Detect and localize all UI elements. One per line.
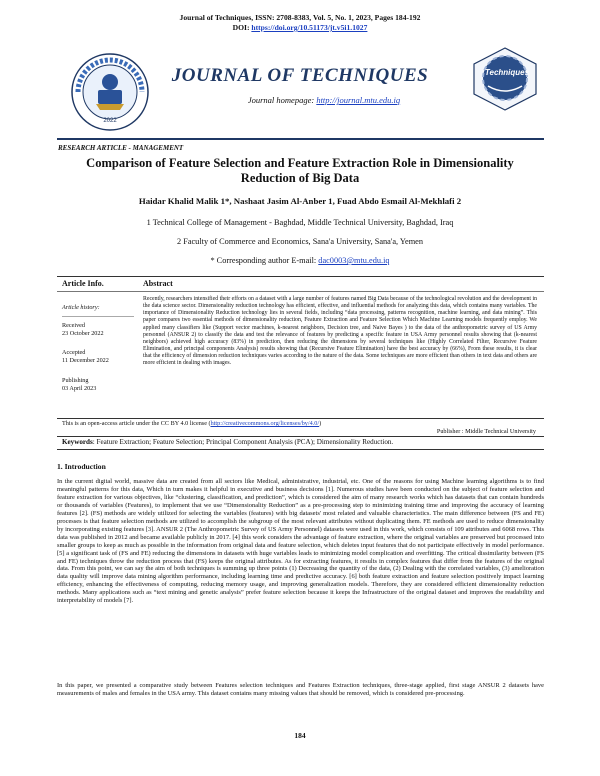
- paper-title: Comparison of Feature Selection and Feature Extraction Role in Dimensionality Reduction of Big Data: [86, 156, 514, 185]
- abstract-heading: Abstract: [143, 279, 173, 288]
- license-prefix: This is an open-access article under the CC BY 4.0 license (: [62, 420, 211, 427]
- keywords-bottom-rule: [57, 449, 544, 450]
- received-label: Received: [62, 322, 86, 329]
- license-suffix: ): [319, 420, 322, 427]
- publishing-date: 03 April 2023: [62, 385, 97, 392]
- publisher-line: Publisher : Middle Technical University: [436, 428, 536, 435]
- journal-citation: Journal of Techniques, ISSN: 2708-8383, Vol. 5, No. 1, 2023, Pages 184-192: [179, 13, 421, 22]
- keywords: [62, 438, 540, 446]
- intro-paragraph-1: In the current digital world, massive data are created from all sectors like Medical, administrative, industrial, etc. One of the reasons for using Machine learning algorithms is to find meaningful patterns for this data, Which in turn makes it helpful in executive and business decisions [1]. Numerous studies have been conducted on the subject of feature selection and feature extraction for various objectives, like “clustering, classification, and prediction”, which is considered the aim of many research works which has datasets that can contain hundreds or thousands of variables (Features), to implement that we use “Dimensionality Reduction” as a pre-processing step to minimizing training time and improving the accuracy of learning features [2]. (FS) methods are widely utilized for selecting the variables (features) with big datasets' most related and valuable characteristics. The main difference between (FS and FE) processes is that feature selection methods are utilized to accomplish the subgroup of the most relevant attributes without duplicating them. FE methods are used to reduce dimensionality by incorporating existing features [3]. ANSUR 2 (The Anthropometric Survey of US Army Personnel) datasets were used in this work, which consists of 109 attributes and 6068 rows. This data was published in 2012 and became available publicly in 2017. [4] this work considers the advantage of feature extraction, where the original variables are preserved but processed into smaller groups to keep as much as possible in the information from original data and feature selection, which deletes input features that do not participate effectively in model performance. [5] a significant task of (FS and FE) reducing the dimensions in datasets with huge variables leads to minimizing model complication and overfitting. The critical dissimilarity between (FS and FE) techniques throw the reduction process that (FS) keeps the original attributes. As for extracting features, it results in complex features that differ from the features of the original data. From this point, we can say the aim of both techniques is summing up three points (1) Decreasing the quantity of the data, (2) Dealing with the correlated variables, (3) amelioration data quality will improve data mining algorithm performance, including learning time and predictive accuracy. [6] both feature extraction and feature selection positively impact learning efficiency, enhancing the effectiveness of computing, reducing memory usage, and improving generalization models. Therefore, they are considered efficient dimensionality reduction methods. Many applications such as “text mining and genetic analysis” prefer feature selection because it keeps the Infrastructure of the original dataset and improves the readability and interpretability of models [7].: [57, 478, 544, 605]
- journal-title: JOURNAL OF TECHNIQUES: [171, 65, 429, 86]
- affiliation-1: 1 Technical College of Management - Baghdad, Middle Technical University, Baghdad, Iraq: [146, 218, 454, 227]
- accepted-date: 11 December 2022: [62, 357, 109, 364]
- keywords-top-rule: [57, 436, 544, 437]
- license-rule: [57, 418, 544, 419]
- keywords-label: Keywords: [62, 438, 93, 446]
- corresponding-author: [60, 256, 540, 265]
- info-head-rule: [57, 291, 544, 292]
- masthead-rule: [57, 138, 544, 140]
- author-list: Haidar Khalid Malik 1*, Nashaat Jasim Al-Anber 1, Fuad Abdo Esmail Al-Mekhlafi 2: [138, 196, 462, 206]
- journal-header: [0, 13, 600, 33]
- homepage-link[interactable]: http://journal.mtu.edu.iq: [316, 95, 401, 105]
- license-link[interactable]: http://creativecommons.org/licenses/by/4.0/: [210, 420, 320, 427]
- logo-text: Techniques: [484, 68, 530, 77]
- corresponding-email[interactable]: dac0003@mtu.edu.iq: [318, 256, 390, 265]
- accepted-label: Accepted: [62, 349, 86, 356]
- homepage-label: Journal homepage:: [247, 95, 317, 105]
- article-type: RESEARCH ARTICLE - MANAGEMENT: [58, 144, 184, 152]
- abstract-text: Recently, researchers intensified their efforts on a dataset with a large number of features named Big Data because of the technological revolution and the development in the data science sector. Dimensionality reduction technology has efficient, effective, and influential methods for analyzing this data, which contains many variables. The importance of Dimensionality Reduction technology lies in several fields, including “data processing, patterns recognition, machine learning, and data mining”. This paper compares two essential methods of dimensionality reduction, Feature Extraction and Feature Selection Which Machine Learning models frequently employ. We applied many classifiers like (Support vector machines, k-nearest neighbors, Decision tree, and Naive Bayes ) to the data of the anthropometric survey of US Army personnel (ANSUR 2) to classify the data and test the relevance of features by predicting a specific feature in USA Army personnel results showing that (k-nearest neighbors) achieved high accuracy (83%) in prediction, then reducing the dimensions by several techniques like (Highly Correlated Filter, Recursive Feature Elimination, and principal components Analysis) results showing that (Recursive Feature Elimination) have the best accuracy by (66%), From these results, it is clear that the efficiency of dimension reduction techniques varies according to the nature of the data. Some techniques are more efficient than others in text data and others are more efficient in dealing with images.: [143, 296, 537, 367]
- intro-paragraph-2: In this paper, we presented a comparative study between Features selection techniques and Features Extraction techniques, three-stage applied, first stage ANSUR 2 datasets have measurements of males and females in the USA army. This dataset contains many missing values that should be removed, which is considered pre-processing.: [57, 682, 544, 697]
- keywords-text: : Feature Extraction; Feature Selection; Principal Component Analysis (PCA); Dimensionality Reduction.: [92, 438, 394, 446]
- doi-label: DOI:: [232, 23, 252, 32]
- affiliation-2: 2 Faculty of Commerce and Economics, Sana'a University, Sana'a, Yemen: [176, 237, 423, 246]
- intro-heading: 1. Introduction: [57, 462, 106, 471]
- history-rule: [62, 316, 134, 317]
- seal-year: 2022: [103, 118, 117, 124]
- article-info-heading: Article Info.: [62, 279, 104, 288]
- page-number: 184: [294, 731, 306, 740]
- corresponding-label: * Corresponding author E-mail:: [210, 256, 319, 265]
- history-label: Article history:: [62, 304, 100, 311]
- license-line: [62, 420, 532, 427]
- info-top-rule: [57, 276, 544, 277]
- received-date: 23 October 2022: [62, 330, 104, 337]
- publishing-label: Publishing: [62, 377, 89, 384]
- journal-homepage: [204, 95, 444, 105]
- doi-link[interactable]: https://doi.org/10.51173/jt.v5i1.1027: [251, 23, 368, 32]
- techniques-logo: [470, 46, 540, 112]
- university-seal-logo: [70, 52, 150, 132]
- doi-line: [0, 23, 600, 33]
